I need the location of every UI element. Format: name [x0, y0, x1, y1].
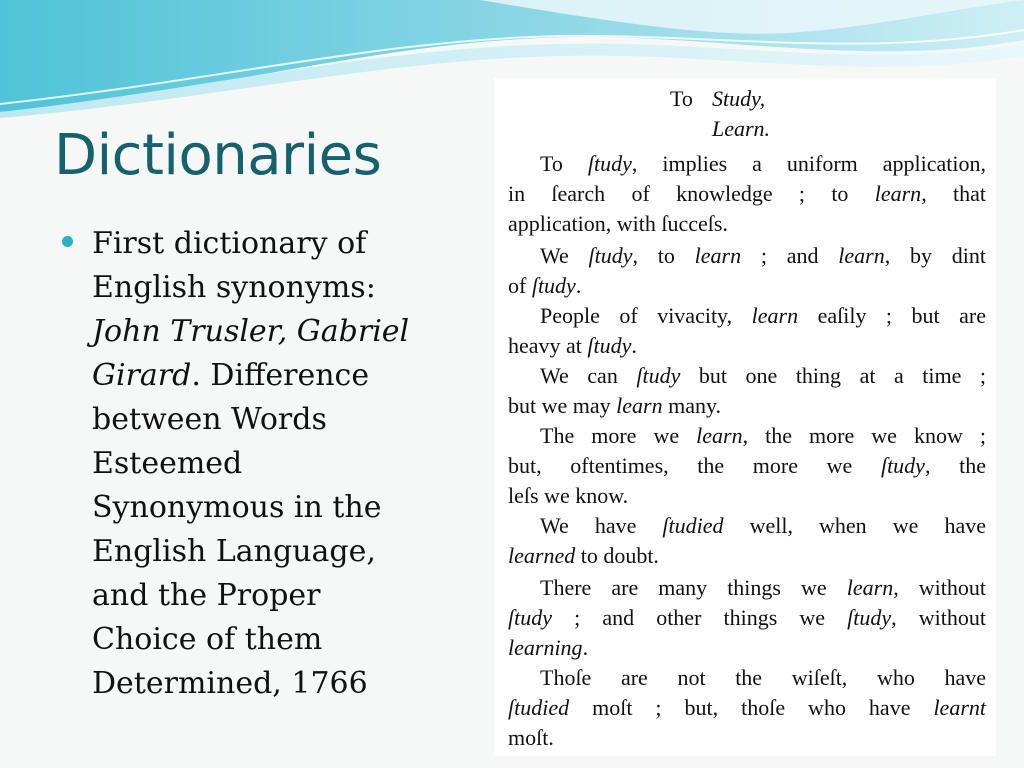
scan-text: eaſily ; but are	[798, 303, 986, 328]
scan-italic-word: learn	[751, 303, 799, 328]
scan-line	[540, 364, 986, 388]
scan-text: We have	[540, 513, 663, 538]
scan-italic-word: learn	[846, 575, 894, 600]
scan-line	[508, 394, 986, 418]
scan-text: , by dint	[884, 243, 986, 268]
bullet-text	[92, 222, 422, 706]
scan-line	[508, 334, 986, 358]
scan-line	[508, 182, 986, 206]
scan-italic-word: ſtudy	[588, 243, 633, 268]
scan-italic-word: ſtudy	[508, 605, 552, 630]
scan-line	[540, 424, 986, 448]
scan-italic-word: ſtudy	[880, 453, 925, 478]
scan-line	[540, 576, 986, 600]
scan-text: There are many things we	[540, 575, 847, 600]
scan-text: of	[508, 273, 532, 298]
scan-text: , that	[921, 181, 986, 206]
scan-text: , the	[924, 453, 986, 478]
scan-line	[540, 514, 986, 538]
scan-line	[508, 454, 986, 478]
scan-italic-word: ſtudy	[636, 363, 681, 388]
scan-text: but one thing at a time ;	[680, 363, 986, 388]
scan-line	[508, 274, 986, 298]
scan-line	[508, 484, 986, 508]
bullet-text-authors: John Trusler, Gabriel Girard	[92, 314, 410, 393]
scan-text: many.	[662, 393, 722, 418]
scan-line	[508, 696, 986, 720]
scan-text: , without	[893, 575, 987, 600]
scan-text: , to	[632, 243, 695, 268]
scan-line	[508, 212, 986, 236]
slide-title: Dictionaries	[54, 123, 382, 188]
scan-text: leſs we know.	[508, 483, 629, 508]
scan-line	[508, 636, 986, 660]
bullet-text-rest: . Difference between Words Esteemed Synonymous in the English Language, and the Proper Choice of them Determined, 1766	[92, 358, 382, 701]
scan-italic-word: ſtudied	[662, 513, 724, 538]
scan-text: well, when we have	[723, 513, 986, 538]
scan-text: .	[631, 333, 637, 358]
scan-line	[540, 666, 986, 690]
scan-line	[540, 304, 986, 328]
scan-text: Thoſe are not the wiſeſt, who have	[540, 665, 986, 690]
scan-italic-word: ſtudy	[531, 273, 576, 298]
scan-text: .	[575, 273, 582, 298]
bullet-text-plain: First dictionary of English synonyms:	[92, 226, 376, 305]
scan-text: moſt ; but, thoſe who have	[569, 695, 934, 720]
scan-text: People of vivacity,	[540, 303, 752, 328]
scan-text: ; and	[741, 243, 839, 268]
scan-line	[508, 726, 986, 750]
scan-italic-word: learnt	[933, 695, 986, 720]
scan-text: ; and other things we	[552, 605, 848, 630]
scan-text: application, with ſucceſs.	[508, 211, 728, 236]
scan-text: to doubt.	[575, 543, 659, 568]
scan-text: We	[540, 243, 589, 268]
scan-text: The more we	[540, 423, 697, 448]
scan-italic-word: learn	[874, 181, 922, 206]
scan-text: heavy at	[508, 333, 588, 358]
scan-text: We can	[540, 363, 637, 388]
bullet-dot-icon	[62, 236, 73, 247]
scan-text: , implies a uniform application,	[631, 151, 986, 176]
scan-text: , without	[891, 605, 986, 630]
scan-line	[508, 544, 986, 568]
scan-line	[508, 606, 986, 630]
scan-text: moſt.	[508, 725, 554, 750]
scan-text: , the more we know ;	[742, 423, 986, 448]
scan-text: but we may	[508, 393, 617, 418]
scan-italic-word: learn	[616, 393, 663, 418]
dictionary-page-scan	[494, 78, 996, 756]
scan-heading-study: Study,	[712, 86, 766, 111]
scan-text: To	[540, 151, 588, 176]
scan-italic-word: ſtudy	[587, 151, 632, 176]
scan-italic-word: learning	[508, 635, 583, 660]
scan-italic-word: ſtudy	[847, 605, 892, 630]
scan-text: but, oftentimes, the more we	[508, 453, 881, 478]
scan-italic-word: learn	[694, 243, 742, 268]
scan-heading-to: To	[670, 86, 693, 111]
scan-heading-learn: Learn.	[712, 116, 771, 141]
scan-italic-word: ſtudy	[587, 333, 632, 358]
scan-text: in ſearch of knowledge ; to	[508, 181, 875, 206]
scan-text: .	[582, 635, 589, 660]
scan-line	[540, 152, 986, 176]
scan-italic-word: ſtudied	[508, 695, 570, 720]
scan-italic-word: learned	[508, 543, 576, 568]
scan-italic-word: learn	[696, 423, 743, 448]
scan-italic-word: learn	[838, 243, 885, 268]
scan-line	[540, 244, 986, 268]
